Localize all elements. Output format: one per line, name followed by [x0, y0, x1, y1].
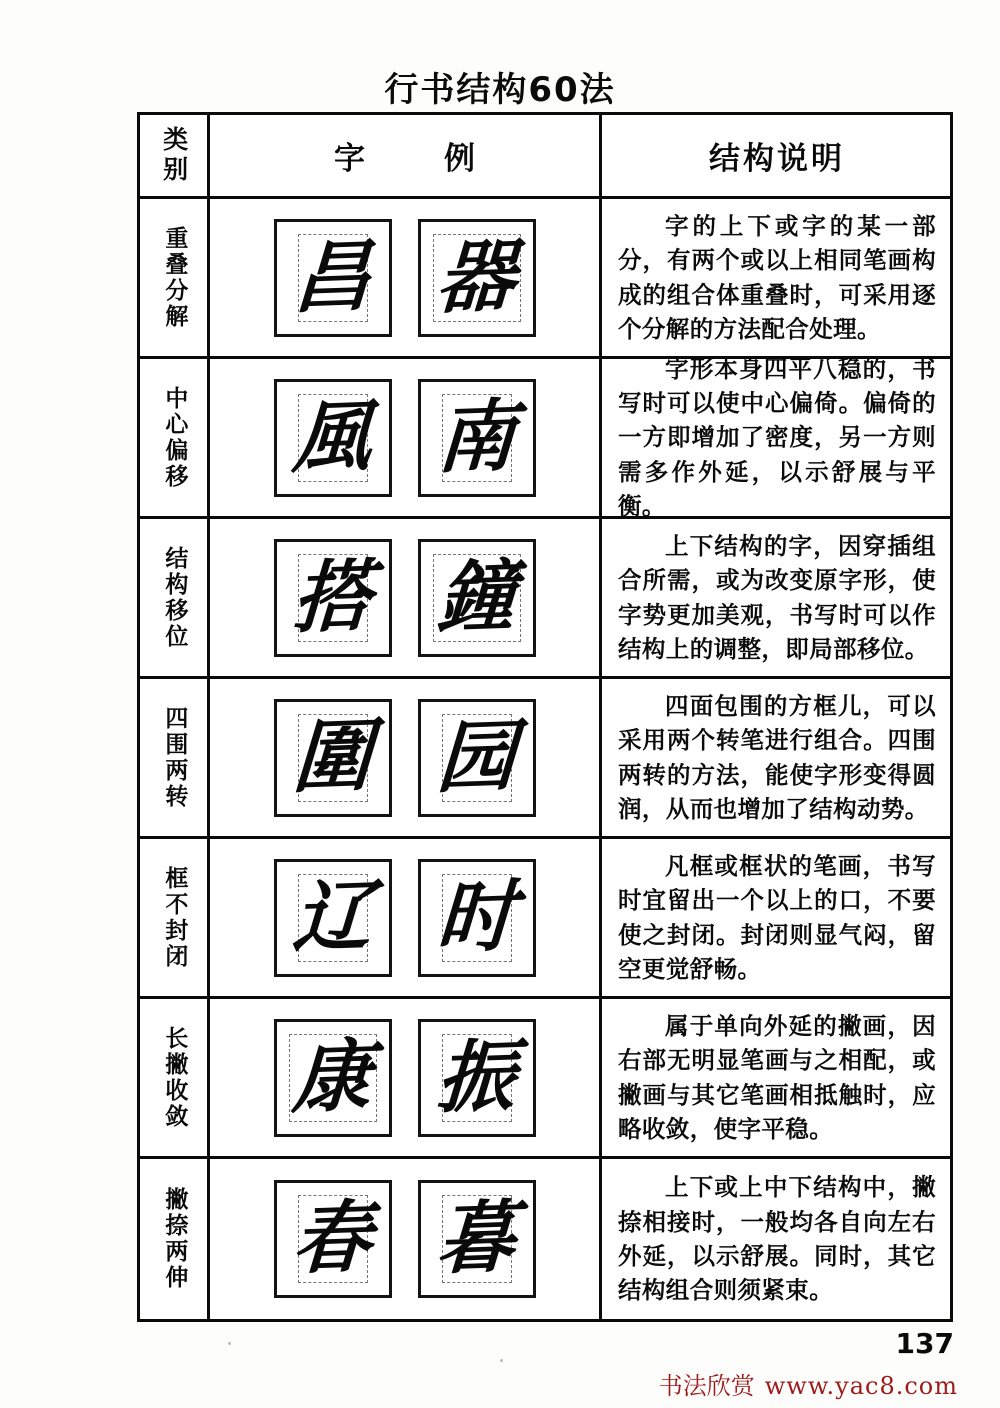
- description-text: 四面包围的方框儿，可以采用两个转笔进行组合。四围两转的方法，能使字形变得圆润，从而也增加了结构动势。: [618, 691, 936, 823]
- glyph-box: [274, 379, 392, 497]
- category-label: 长撇收敛: [161, 1025, 188, 1130]
- page-title: 行书结构60法: [384, 70, 616, 110]
- watermark-label: 书法欣赏: [658, 1372, 755, 1400]
- glyph-box: [274, 1019, 392, 1137]
- table-header-row: [140, 115, 950, 199]
- row-description-cell: [602, 519, 950, 676]
- row-description-cell: [602, 679, 950, 836]
- structure-rules-table: [137, 112, 953, 1322]
- row-category-cell: [140, 839, 210, 996]
- paper-speck: [228, 1342, 231, 1345]
- example-character: 时: [435, 870, 519, 964]
- glyph-box: [418, 699, 536, 817]
- example-character: 南: [435, 390, 519, 484]
- glyph-box: [274, 1180, 392, 1298]
- example-character: 鐘: [435, 550, 519, 644]
- row-description-cell: [602, 839, 950, 996]
- glyph-box: [418, 539, 536, 657]
- example-character: 园: [435, 710, 519, 804]
- table-row: [140, 839, 950, 999]
- glyph-box: [274, 219, 392, 337]
- glyph-box: [274, 859, 392, 977]
- row-category-cell: [140, 999, 210, 1156]
- table-row: [140, 679, 950, 839]
- glyph-box: [418, 1019, 536, 1137]
- row-category-cell: [140, 1159, 210, 1319]
- category-label: 重叠分解: [161, 225, 188, 330]
- header-cell-description: [602, 115, 950, 196]
- row-examples-cell: [210, 359, 602, 516]
- example-character: 風: [291, 390, 375, 484]
- category-label: 四围两转: [161, 705, 188, 810]
- glyph-box: [418, 859, 536, 977]
- example-character: 暮: [435, 1191, 519, 1286]
- table-row: [140, 1159, 950, 1319]
- category-label: 撇捺两伸: [161, 1187, 188, 1291]
- example-character: 昌: [291, 230, 375, 324]
- row-description-cell: [602, 999, 950, 1156]
- glyph-box: [418, 1180, 536, 1298]
- category-label: 框不封闭: [161, 865, 188, 970]
- category-label: 结构移位: [161, 545, 188, 650]
- row-examples-cell: [210, 999, 602, 1156]
- row-examples-cell: [210, 679, 602, 836]
- description-text: 上下或上中下结构中，撇捺相接时，一般均各自向左右外延，以示舒展。同时，其它结构组合则须紧束。: [618, 1173, 936, 1305]
- category-label: 中心偏移: [161, 385, 188, 490]
- header-category-label: 类别: [159, 125, 189, 186]
- row-description-cell: [602, 199, 950, 356]
- header-description-label: 结构说明: [709, 141, 845, 177]
- row-examples-cell: [210, 1159, 602, 1319]
- example-character: 搭: [291, 550, 375, 644]
- example-character: 辽: [291, 870, 375, 964]
- table-row: [140, 199, 950, 359]
- example-character: 春: [291, 1191, 375, 1286]
- glyph-box: [274, 699, 392, 817]
- example-character: 器: [435, 230, 519, 324]
- header-cell-category: [140, 115, 210, 196]
- table-row: [140, 354, 950, 520]
- row-examples-cell: [210, 199, 602, 356]
- watermark-site: www.yac8.com: [764, 1372, 958, 1400]
- table-row: [140, 999, 950, 1159]
- row-category-cell: [140, 359, 210, 516]
- example-character: 圍: [291, 710, 375, 804]
- example-character: 振: [435, 1030, 519, 1124]
- glyph-box: [418, 379, 536, 497]
- example-character: 康: [291, 1030, 375, 1124]
- description-text: 属于单向外延的撇画，因右部无明显笔画与之相配，或撇画与其它笔画相抵触时，应略收敛，使字平稳。: [618, 1011, 936, 1143]
- row-description-cell: [602, 1159, 950, 1319]
- row-category-cell: [140, 519, 210, 676]
- paper-speck: [500, 1359, 503, 1362]
- description-text: 字的上下或字的某一部分，有两个或以上相同笔画构成的组合体重叠时，可采用逐个分解的方法配合处理。: [618, 211, 936, 343]
- page-number: 137: [895, 1327, 954, 1360]
- description-text: 上下结构的字，因穿插组合所需，或为改变原字形，使字势更加美观，书写时可以作结构上的调整，即局部移位。: [618, 531, 936, 663]
- glyph-box: [274, 539, 392, 657]
- header-cell-examples: [210, 115, 602, 196]
- table-row: [140, 519, 950, 679]
- description-text: 凡框或框状的笔画，书写时宜留出一个以上的口，不要使之封闭。封闭则显气闷，留空更觉舒畅。: [618, 851, 936, 983]
- description-text: 字形本身四平八稳的，书写时可以使中心偏倚。偏倚的一方即增加了密度，另一方则需多作外延，以示舒展与平衡。: [618, 354, 936, 520]
- row-category-cell: [140, 199, 210, 356]
- header-examples-label: 字 例: [334, 141, 499, 177]
- row-category-cell: [140, 679, 210, 836]
- watermark: [659, 1366, 958, 1401]
- row-description-cell: [602, 354, 950, 520]
- glyph-box: [418, 219, 536, 337]
- row-examples-cell: [210, 839, 602, 996]
- row-examples-cell: [210, 519, 602, 676]
